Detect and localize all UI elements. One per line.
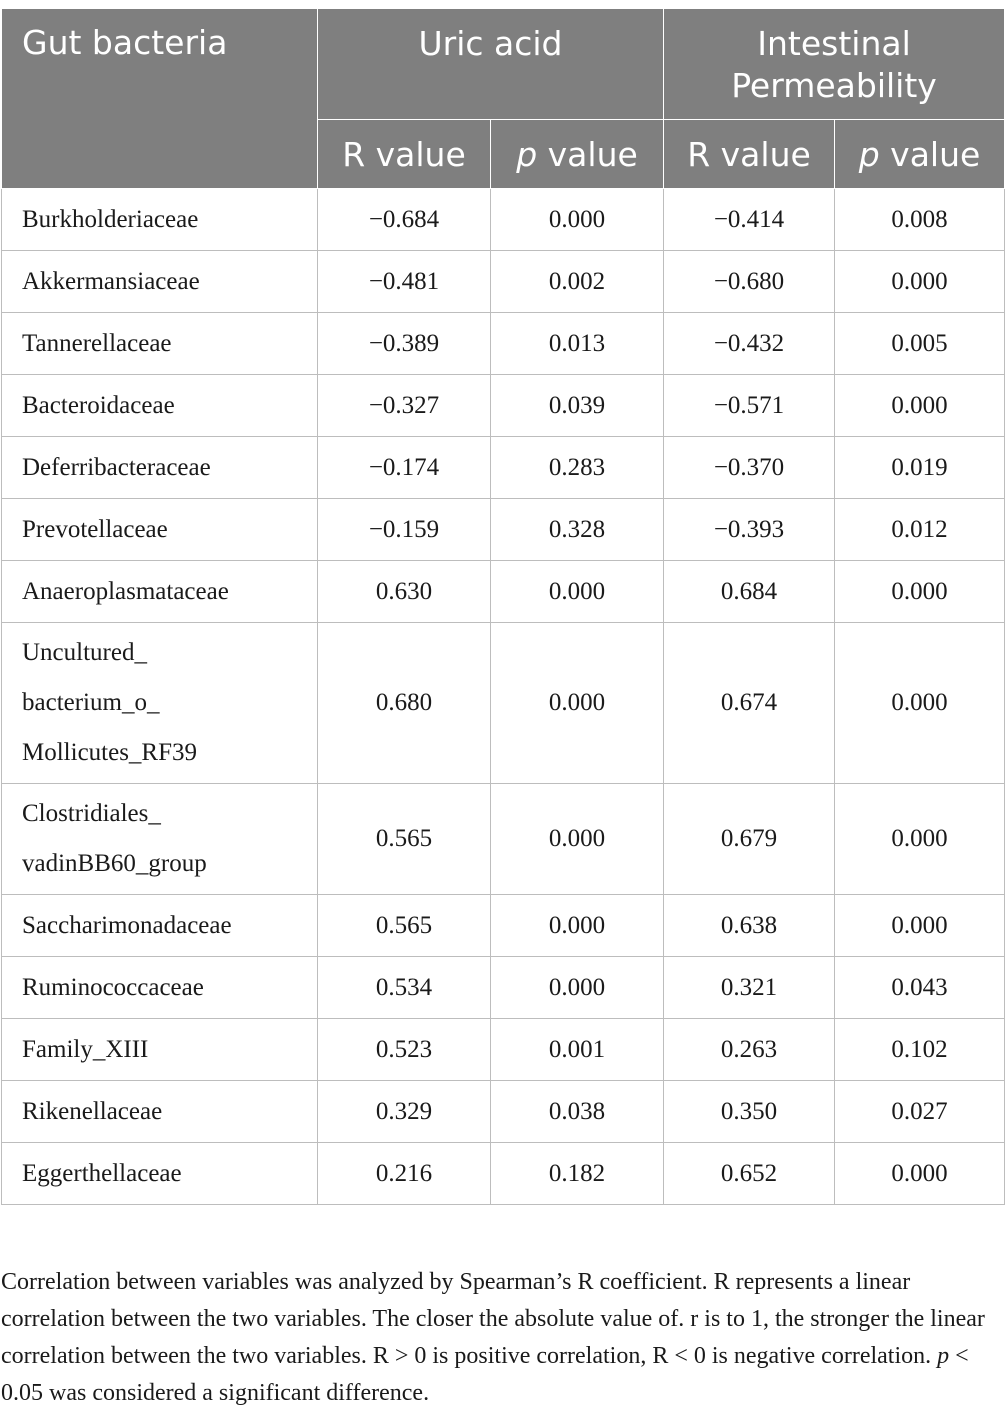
header-uric-acid: Uric acid — [318, 9, 664, 120]
table-row — [2, 251, 1005, 313]
bacteria-name-line: vadinBB60_group — [22, 850, 207, 877]
cell-uric-acid-r: −0.481 — [318, 251, 491, 313]
header-gut-bacteria: Gut bacteria — [2, 9, 318, 189]
cell-permeability-p: 0.102 — [835, 1019, 1005, 1081]
cell-bacteria-name: Ruminococcaceae — [2, 957, 318, 1019]
cell-permeability-p: 0.000 — [835, 251, 1005, 313]
table-row — [2, 784, 1005, 895]
cell-bacteria-name: Rikenellaceae — [2, 1081, 318, 1143]
cell-permeability-r: 0.679 — [664, 784, 835, 895]
footnote-p-symbol: p — [937, 1343, 950, 1369]
bacteria-name-line: bacterium_o_ — [22, 689, 160, 716]
cell-uric-acid-r: −0.174 — [318, 437, 491, 499]
header-ip-r-value: R value — [664, 120, 835, 189]
table-row — [2, 561, 1005, 623]
cell-bacteria-name — [2, 623, 318, 784]
cell-uric-acid-p: 0.039 — [491, 375, 664, 437]
cell-bacteria-name: Eggerthellaceae — [2, 1143, 318, 1205]
cell-uric-acid-r: 0.329 — [318, 1081, 491, 1143]
table-row — [2, 437, 1005, 499]
cell-permeability-r: −0.571 — [664, 375, 835, 437]
cell-uric-acid-p: 0.000 — [491, 561, 664, 623]
cell-permeability-p: 0.000 — [835, 375, 1005, 437]
cell-bacteria-name: Deferribacteraceae — [2, 437, 318, 499]
cell-permeability-p: 0.000 — [835, 784, 1005, 895]
cell-uric-acid-r: 0.565 — [318, 784, 491, 895]
cell-uric-acid-p: 0.000 — [491, 784, 664, 895]
cell-permeability-r: 0.684 — [664, 561, 835, 623]
cell-permeability-p: 0.000 — [835, 623, 1005, 784]
p-symbol: p — [858, 134, 880, 174]
cell-uric-acid-p: 0.000 — [491, 623, 664, 784]
header-intestinal-permeability: Intestinal Permeability — [664, 9, 1005, 120]
cell-permeability-r: 0.321 — [664, 957, 835, 1019]
table-body — [2, 189, 1005, 1205]
cell-uric-acid-r: 0.216 — [318, 1143, 491, 1205]
cell-permeability-r: 0.638 — [664, 895, 835, 957]
cell-permeability-p: 0.000 — [835, 561, 1005, 623]
cell-bacteria-name: Tannerellaceae — [2, 313, 318, 375]
cell-uric-acid-r: 0.534 — [318, 957, 491, 1019]
cell-permeability-r: −0.432 — [664, 313, 835, 375]
cell-bacteria-name: Bacteroidaceae — [2, 375, 318, 437]
table-row — [2, 499, 1005, 561]
table-row — [2, 957, 1005, 1019]
cell-uric-acid-p: 0.013 — [491, 313, 664, 375]
header-row-groups — [2, 9, 1005, 120]
table-row — [2, 623, 1005, 784]
cell-permeability-r: 0.263 — [664, 1019, 835, 1081]
footnote-text-2: < 0.05 was considered a significant difference. — [1, 1343, 969, 1406]
cell-uric-acid-r: 0.565 — [318, 895, 491, 957]
table-row — [2, 313, 1005, 375]
cell-permeability-r: 0.652 — [664, 1143, 835, 1205]
cell-bacteria-name: Family_XIII — [2, 1019, 318, 1081]
bacteria-name-line: Uncultured_ — [22, 639, 147, 666]
table-row — [2, 895, 1005, 957]
table-row — [2, 1143, 1005, 1205]
correlation-table — [1, 8, 1005, 1205]
cell-permeability-r: 0.350 — [664, 1081, 835, 1143]
table-row — [2, 1019, 1005, 1081]
cell-uric-acid-p: 0.000 — [491, 895, 664, 957]
header-ua-r-value: R value — [318, 120, 491, 189]
cell-permeability-p: 0.012 — [835, 499, 1005, 561]
cell-uric-acid-p: 0.038 — [491, 1081, 664, 1143]
cell-permeability-p: 0.027 — [835, 1081, 1005, 1143]
cell-uric-acid-p: 0.000 — [491, 189, 664, 251]
cell-uric-acid-r: −0.159 — [318, 499, 491, 561]
cell-uric-acid-p: 0.328 — [491, 499, 664, 561]
table-row — [2, 189, 1005, 251]
header-ip-p-value — [835, 120, 1005, 189]
cell-uric-acid-r: −0.389 — [318, 313, 491, 375]
cell-permeability-r: 0.674 — [664, 623, 835, 784]
value-suffix: value — [537, 134, 638, 174]
cell-uric-acid-r: 0.680 — [318, 623, 491, 784]
cell-uric-acid-p: 0.182 — [491, 1143, 664, 1205]
cell-permeability-p: 0.005 — [835, 313, 1005, 375]
cell-bacteria-name — [2, 784, 318, 895]
cell-uric-acid-p: 0.000 — [491, 957, 664, 1019]
cell-uric-acid-r: −0.327 — [318, 375, 491, 437]
cell-uric-acid-p: 0.002 — [491, 251, 664, 313]
cell-permeability-p: 0.000 — [835, 1143, 1005, 1205]
cell-permeability-p: 0.008 — [835, 189, 1005, 251]
table-footnote — [1, 1264, 1001, 1412]
cell-permeability-r: −0.370 — [664, 437, 835, 499]
cell-permeability-r: −0.414 — [664, 189, 835, 251]
cell-uric-acid-p: 0.283 — [491, 437, 664, 499]
cell-uric-acid-r: −0.684 — [318, 189, 491, 251]
value-suffix: value — [879, 134, 981, 174]
p-symbol: p — [516, 134, 538, 174]
cell-bacteria-name: Burkholderiaceae — [2, 189, 318, 251]
cell-permeability-p: 0.019 — [835, 437, 1005, 499]
cell-bacteria-name: Akkermansiaceae — [2, 251, 318, 313]
bacteria-name-line: Clostridiales_ — [22, 800, 161, 827]
table-row — [2, 375, 1005, 437]
header-ua-p-value — [491, 120, 664, 189]
cell-bacteria-name: Anaeroplasmataceae — [2, 561, 318, 623]
cell-bacteria-name: Saccharimonadaceae — [2, 895, 318, 957]
cell-permeability-r: −0.393 — [664, 499, 835, 561]
cell-uric-acid-p: 0.001 — [491, 1019, 664, 1081]
table-row — [2, 1081, 1005, 1143]
footnote-text-1: Correlation between variables was analyzed by Spearman’s R coefficient. R represents a linear correlation between the two variables. The closer the absolute value of. r is to 1, the stronger the linear correlation between the two variables. R > 0 is positive correlation, R < 0 is negative correlation. — [1, 1269, 985, 1369]
cell-uric-acid-r: 0.630 — [318, 561, 491, 623]
cell-permeability-r: −0.680 — [664, 251, 835, 313]
bacteria-name-line: Mollicutes_RF39 — [22, 739, 198, 766]
cell-permeability-p: 0.043 — [835, 957, 1005, 1019]
cell-bacteria-name: Prevotellaceae — [2, 499, 318, 561]
table-container — [0, 8, 1005, 1205]
cell-permeability-p: 0.000 — [835, 895, 1005, 957]
cell-uric-acid-r: 0.523 — [318, 1019, 491, 1081]
